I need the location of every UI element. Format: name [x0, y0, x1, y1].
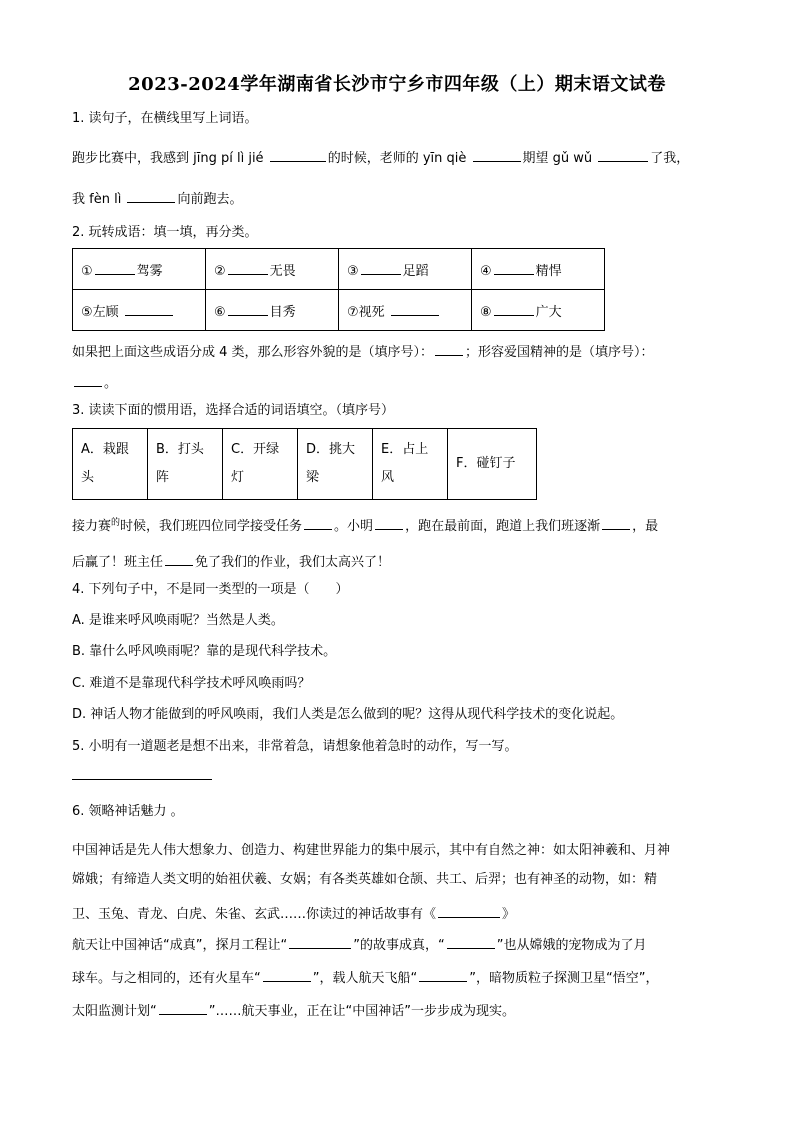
table-row — [73, 429, 537, 500]
table-row — [73, 249, 605, 290]
q6-paragraph-line: 太阳监测计划“ ”……航天事业，正在让“中国神话”一步步成为现实。 — [72, 1000, 515, 1021]
blank-lunar-rover[interactable] — [447, 934, 495, 949]
q5-stem: 5. 小明有一道题老是想不出来，非常着急，请想象他着急时的动作，写一写。 — [72, 739, 518, 754]
option-cell: C．开绿 灯 — [223, 429, 298, 500]
idiom-cell[interactable]: ② 无畏 — [206, 249, 339, 290]
blank-gradually[interactable] — [602, 515, 630, 530]
blank-teacher[interactable] — [165, 551, 193, 566]
idiom-options-table — [72, 428, 537, 500]
q4-option-d[interactable]: D. 神话人物才能做到的呼风唤雨，我们人类是怎么做到的呢？这得从现代科学技术的变化说起。 — [72, 707, 624, 722]
q3-stem: 3. 读读下面的惯用语，选择合适的词语填空。（填序号） — [72, 403, 395, 418]
q4-option-c[interactable]: C. 难道不是靠现代科学技术呼风唤雨吗？ — [72, 676, 311, 691]
q6-stem: 6. 领略神话魅力 。 — [72, 804, 184, 819]
blank-appearance[interactable] — [435, 341, 463, 356]
idiom-cell[interactable]: ⑦视死 — [339, 290, 472, 331]
blank-solar-plan[interactable] — [159, 1000, 207, 1015]
option-cell: A．栽跟 头 — [73, 429, 148, 500]
blank-myth-title[interactable] — [438, 903, 500, 918]
q4-stem: 4. 下列句子中，不是同一类型的一项是（ ） — [72, 582, 349, 597]
q6-paragraph-line: 球车。与之相同的，还有火星车“ ”，载人航天飞船“ ”，暗物质粒子探测卫星“悟空”， — [72, 967, 658, 988]
idiom-cell[interactable]: ① 驾雾 — [73, 249, 206, 290]
idiom-cell[interactable]: ④ 精悍 — [472, 249, 605, 290]
q3-line-1: 接力赛$^的$时候，我们班四位同学接受任务 。小明 ，跑在最前面，跑道上我们班逐渐 ，最 — [72, 515, 658, 537]
q4-option-b[interactable]: B. 靠什么呼风唤雨呢？靠的是现代科学技术。 — [72, 644, 337, 659]
blank-lunar-story[interactable] — [289, 934, 351, 949]
q5-answer-line[interactable] — [72, 779, 212, 780]
blank-yin-qie[interactable] — [473, 147, 521, 162]
q2-stem: 2. 玩转成语：填一填，再分类。 — [72, 225, 258, 240]
blank-gu-wu[interactable] — [598, 147, 648, 162]
q1-line-2: 我 fèn lì 向前跑去。 — [72, 188, 242, 209]
idiom-cell[interactable]: ⑥ 目秀 — [206, 290, 339, 331]
idiom-cell[interactable]: ⑤左顾 — [73, 290, 206, 331]
option-cell: D．挑大 梁 — [298, 429, 373, 500]
q2-follow-line-2: 。 — [72, 372, 117, 393]
blank-jing-pi-li-jie[interactable] — [270, 147, 326, 162]
blank-fen-li[interactable] — [127, 188, 175, 203]
idiom-cell[interactable]: ⑧ 广大 — [472, 290, 605, 331]
idiom-cell[interactable]: ③ 足蹈 — [339, 249, 472, 290]
q6-paragraph-line: 航天让中国神话“成真”，探月工程让“ ”的故事成真，“ ”也从嫦娥的宠物成为了月 — [72, 934, 646, 955]
option-cell: E．占上 风 — [373, 429, 448, 500]
option-cell: F．碰钉子 — [448, 429, 537, 500]
q6-paragraph-line: 嫦娥；有缔造人类文明的始祖伏羲、女娲；有各类英雄如仓颉、共工、后羿；也有神圣的动物，如：精 — [72, 872, 658, 887]
q6-paragraph-line: 中国神话是先人伟大想象力、创造力、构建世界能力的集中展示，其中有自然之神：如太阳神羲和、月神 — [72, 843, 671, 858]
exam-title: 2023-2024学年湖南省长沙市宁乡市四年级（上）期末语文试卷 — [128, 74, 666, 95]
q2-follow-line: 如果把上面这些成语分成 4 类，那么形容外貌的是（填序号）： ；形容爱国精神的是（填序号）： — [72, 341, 654, 362]
q1-line-1: 跑步比赛中，我感到 jīng pí lì jié 的时候，老师的 yīn qiè 期望 gǔ wǔ 了我， — [72, 147, 689, 168]
blank-patriotism[interactable] — [74, 372, 102, 387]
q3-line-2: 后赢了！班主任 免了我们的作业，我们太高兴了！ — [72, 551, 390, 572]
blank-spaceship[interactable] — [419, 967, 467, 982]
option-cell: B．打头 阵 — [148, 429, 223, 500]
q1-stem: 1. 读句子，在横线里写上词语。 — [72, 111, 258, 126]
blank-xiaoming[interactable] — [375, 515, 403, 530]
q6-paragraph-line: 卫、玉兔、青龙、白虎、朱雀、玄武……你读过的神话故事有《 》 — [72, 903, 515, 924]
table-row — [73, 290, 605, 331]
idiom-table — [72, 248, 605, 331]
q4-option-a[interactable]: A. 是谁来呼风唤雨呢？当然是人类。 — [72, 613, 284, 628]
blank-task[interactable] — [304, 515, 332, 530]
blank-mars-rover[interactable] — [263, 967, 311, 982]
